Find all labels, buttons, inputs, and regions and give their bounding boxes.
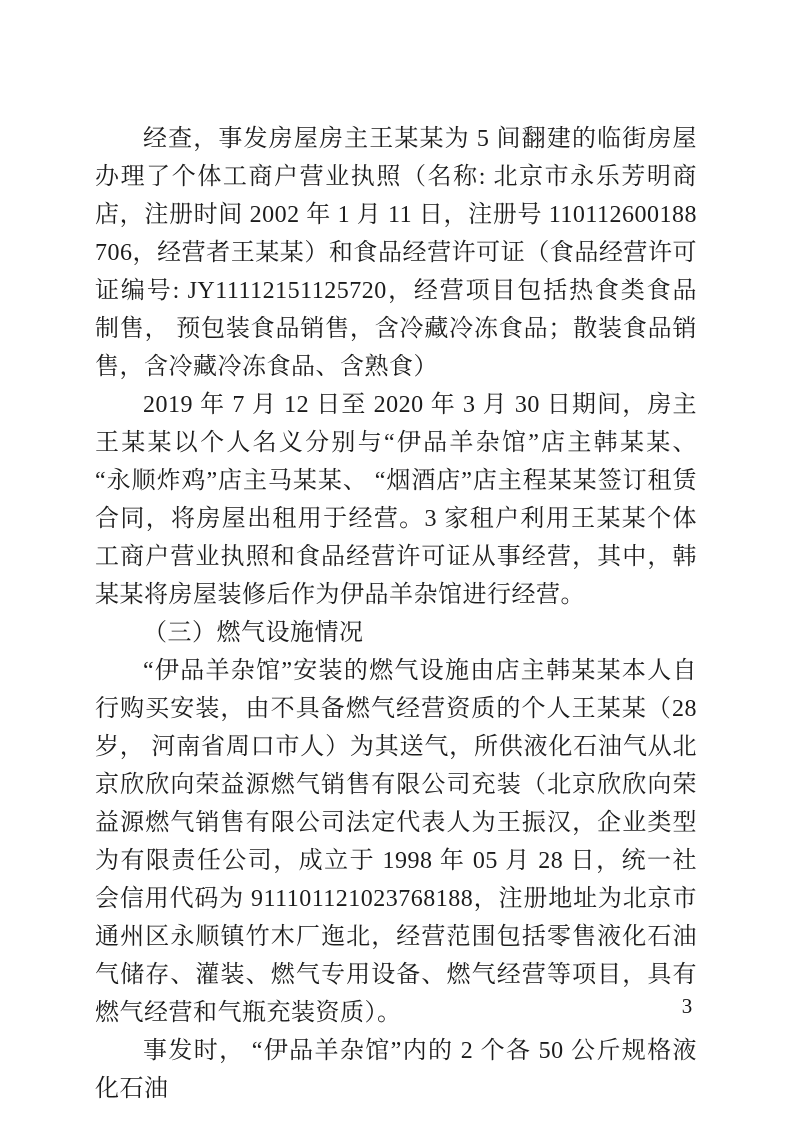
- paragraph-lease-history: 2019 年 7 月 12 日至 2020 年 3 月 30 日期间，房主王某某以个人名义分别与“伊品羊杂馆”店主韩某某、 “永顺炸鸡”店主马某某、 “烟酒店”店主程某某签订租赁合同，将房屋出租用于经营。3 家租户利用王某某个体工商户营业执照和食品经营许可证从事经营，其中，韩某某将房屋装修后作为伊品羊杂馆进行经营。: [95, 392, 697, 608]
- paragraph-business-license: 经查，事发房屋房主王某某为 5 间翻建的临街房屋办理了个体工商户营业执照（名称: 北京市永乐芳明商店，注册时间 2002 年 1 月 11 日，注册号 110112600188706，经营者王某某）和食品经营许可证（食品经营许可证编号: JY11112151125720，经营项目包括热食类食品制售， 预包装食品销售，含冷藏冷冻食品；散装食品销售，含冷藏冷冻食品、含熟食）: [95, 126, 697, 380]
- page-number: 3: [681, 994, 693, 1018]
- page-body-text: [95, 120, 697, 1108]
- section-heading-gas-facilities: （三）燃气设施情况: [143, 620, 364, 646]
- paragraph-gas-installation: “伊品羊杂馆”安装的燃气设施由店主韩某某本人自行购买安装，由不具备燃气经营资质的个人王某某（28 岁， 河南省周口市人）为其送气，所供液化石油气从北京欣欣向荣益源燃气销售有限公司充装（北京欣欣向荣益源燃气销售有限公司法定代表人为王振汉，企业类型为有限责任公司，成立于 1998 年 05 月 28 日，统一社会信用代码为 911101121023768188，注册地址为北京市通州区永顺镇竹木厂迤北，经营范围包括零售液化石油气储存、灌装、燃气专用设备、燃气经营等项目，具有燃气经营和气瓶充装资质）。: [95, 658, 697, 1026]
- paragraph-incident-cylinders: 事发时， “伊品羊杂馆”内的 2 个各 50 公斤规格液化石油: [95, 1038, 697, 1102]
